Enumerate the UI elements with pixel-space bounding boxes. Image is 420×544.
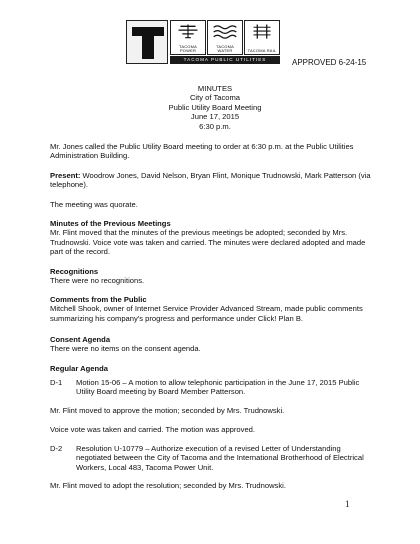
approved-stamp: APPROVED 6-24-15 [292, 58, 367, 67]
comments-text: Mitchell Shook, owner of Internet Service Provider Advanced Stream, made public comments summarizing his company's progress and performance under Click! Plan B. [50, 304, 363, 323]
agenda-item-text: Resolution U-10779 – Authorize execution of a revised Letter of Understanding negotiated between the City of Tacoma and the International Brotherhood of Electrical Workers, Local 483, Tacoma Power Unit. [76, 444, 364, 472]
d1-vote: Voice vote was taken and carried. The motion was approved. [50, 425, 256, 434]
minutes-heading: Minutes of the Previous Meetings [50, 219, 171, 228]
agenda-item-text: Motion 15-06 – A motion to allow telephonic participation in the June 17, 2015 Public Utility Board meeting by Board Member Patterson. [76, 378, 360, 397]
header-title: MINUTES [197, 84, 233, 93]
comments-section [50, 295, 380, 323]
regular-agenda-heading: Regular Agenda [50, 364, 108, 373]
header-city: City of Tacoma [189, 93, 241, 103]
minutes-header [50, 84, 380, 131]
power-icon [170, 20, 206, 55]
agenda-item-number: D-1 [50, 378, 63, 387]
d1-motion: Mr. Flint moved to approve the motion; seconded by Mrs. Trudnowski. [50, 406, 285, 415]
logo-bar-text: TACOMA PUBLIC UTILITIES [170, 56, 280, 64]
d2-motion: Mr. Flint moved to adopt the resolution; seconded by Mrs. Trudnowski. [50, 481, 286, 490]
recognitions-heading: Recognitions [50, 267, 99, 276]
tacoma-public-utilities-logo [126, 20, 281, 64]
recognitions-section [50, 267, 380, 286]
logo-t-mark [126, 20, 168, 64]
page-number: 1 [345, 499, 350, 509]
present-label: Present: [50, 171, 81, 180]
header-time: 6:30 p.m. [199, 121, 231, 131]
agenda-item-number: D-2 [50, 444, 63, 453]
recognitions-text: There were no recognitions. [50, 276, 145, 286]
present-paragraph [50, 171, 380, 190]
minutes-text: Mr. Flint moved that the minutes of the previous meetings be adopted; seconded by Mrs. Trudnowski. Voice vote was taken and carried. The minutes were declared adopted and made part of the record. [50, 228, 366, 257]
consent-heading: Consent Agenda [50, 335, 111, 344]
rail-icon [244, 20, 280, 55]
intro-paragraph: Mr. Jones called the Public Utility Board meeting to order at 6:30 p.m. at the Public Utilities Administration Building. [50, 142, 354, 161]
rail-caption: TACOMA RAIL [247, 48, 277, 53]
water-icon [207, 20, 243, 55]
minutes-section [50, 219, 380, 257]
comments-heading: Comments from the Public [50, 295, 147, 304]
header-board: Public Utility Board Meeting [168, 102, 262, 112]
water-caption: TACOMA WATER [215, 44, 234, 53]
consent-section [50, 335, 380, 354]
power-caption: TACOMA POWER [178, 44, 197, 53]
consent-text: There were no items on the consent agenda. [50, 344, 201, 354]
header-date: June 17, 2015 [190, 112, 240, 122]
quorate-paragraph: The meeting was quorate. [50, 200, 138, 209]
present-text: Woodrow Jones, David Nelson, Bryan Flint, Monique Trudnowski, Mark Patterson (via telephone). [50, 171, 371, 190]
